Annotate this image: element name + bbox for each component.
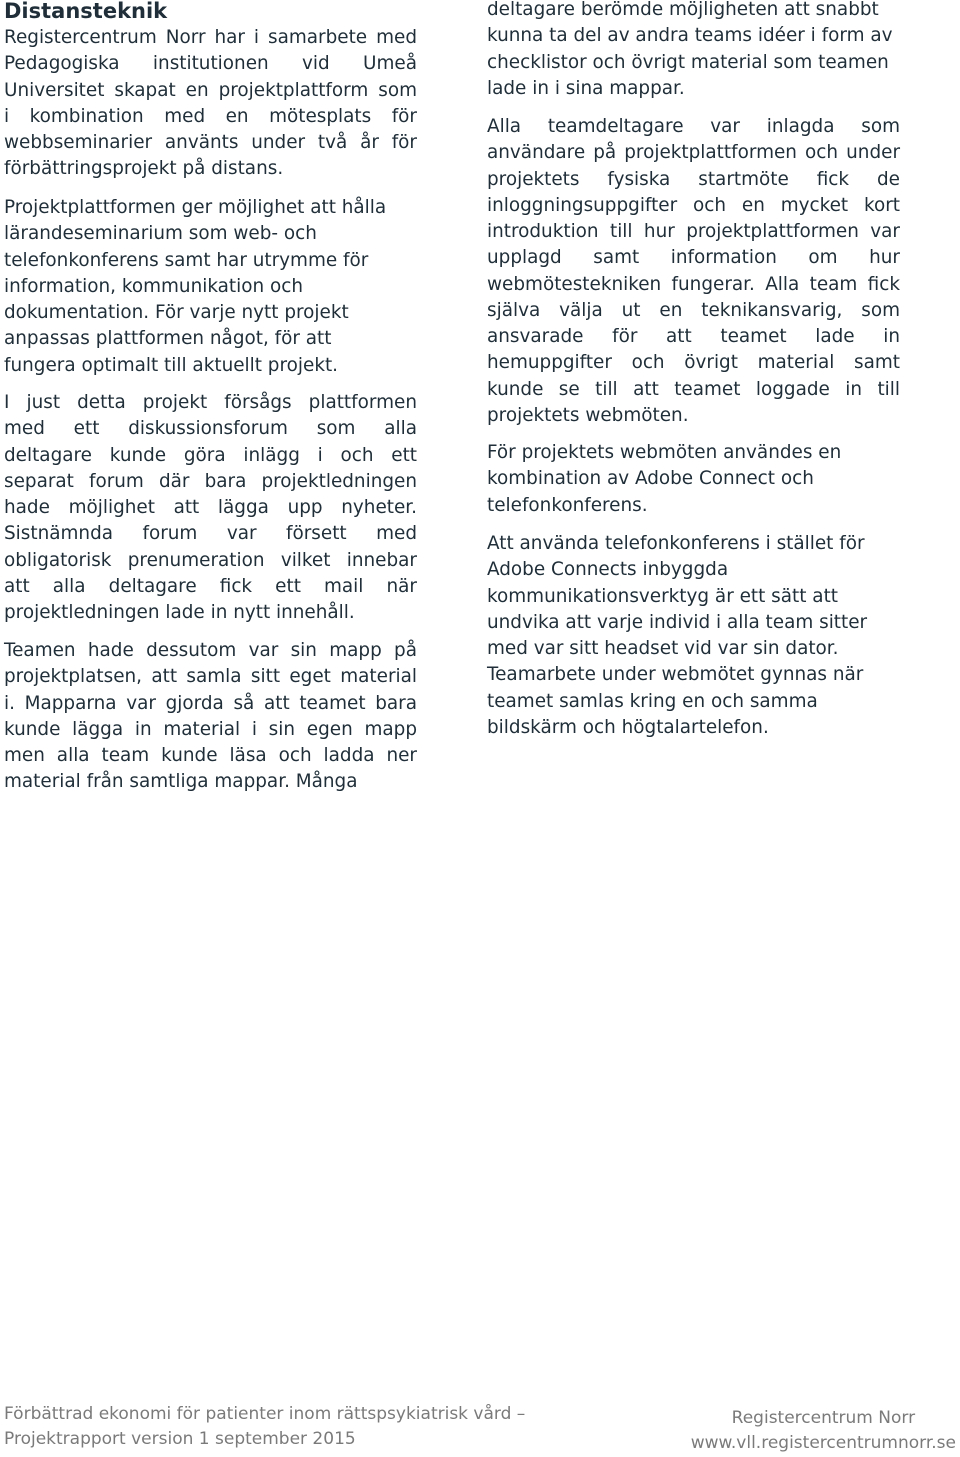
text-line: Sistnämnda forum var försett med — [4, 523, 417, 545]
text-line: Att använda telefonkonferens i stället för — [487, 533, 865, 554]
text-line: dokumentation. För varje nytt projekt — [4, 302, 349, 323]
text-line: lade in i sina mappar. — [487, 77, 685, 99]
footer-version-line: Projektrapport version 1 september 2015 — [4, 1428, 356, 1449]
text-line: undvika att varje individ i alla team sitter — [487, 611, 868, 633]
text-line: projektledningen lade in nytt innehåll. — [4, 602, 355, 623]
text-line: Teamarbete under webmötet gynnas när — [487, 664, 864, 686]
text-line: projektplatsen, att samla sitt eget material — [4, 666, 417, 688]
paragraph-webmeetings — [487, 440, 900, 519]
text-line: telefonkonferens. — [487, 494, 648, 516]
text-line: hade möjlighet att lägga upp nyheter. — [4, 497, 417, 518]
text-line: Projektplattformen ger möjlighet att hålla — [4, 197, 387, 218]
text-line: deltagare berömde möjligheten att snabbt — [487, 0, 879, 20]
text-line: i kombination med en mötesplats för — [4, 105, 417, 127]
text-line: anpassas plattformen något, för att — [4, 328, 332, 350]
text-line: i. Mapparna var gjorda så att teamet bara — [4, 692, 417, 714]
footer-title-line: Förbättrad ekonomi för patienter inom rättspsykiatrisk vård – — [4, 1404, 526, 1424]
text-line: kunna ta del av andra teams idéer i form av — [487, 25, 893, 47]
paragraph-folders-cont — [487, 0, 900, 102]
paragraph-intro — [4, 25, 417, 183]
text-line: introduktion till hur projektplattformen var — [487, 221, 900, 242]
text-line: förbättringsprojekt på distans. — [4, 158, 284, 180]
text-line: checklistor och övrigt material som teamen — [487, 51, 889, 73]
text-line: hemuppgifter och övrigt material samt — [487, 352, 900, 374]
text-line: kombination av Adobe Connect och — [487, 468, 814, 490]
footer-report-title — [4, 1402, 525, 1451]
paragraph-folders — [4, 638, 417, 796]
text-line: fungera optimalt till aktuellt projekt. — [4, 354, 339, 376]
text-line: material från samtliga mappar. Många — [4, 771, 358, 793]
text-line: att alla deltagare fick ett mail när — [4, 575, 417, 597]
text-line: separat forum där bara projektledningen — [4, 470, 417, 492]
text-line: telefonkonferens samt har utrymme för — [4, 249, 369, 271]
footer-org-name: Registercentrum Norr — [731, 1408, 916, 1428]
text-line: kommunikationsverktyg är ett sätt att — [487, 585, 838, 607]
footer-organization — [691, 1406, 956, 1455]
text-line: Pedagogiska institutionen vid Umeå — [4, 53, 417, 75]
text-line: Registercentrum Norr har i samarbete med — [4, 27, 417, 48]
text-line: deltagare kunde göra inlägg i och ett — [4, 444, 417, 466]
text-line: webbseminarier använts under två år för — [4, 132, 417, 153]
text-line: ansvarade för att teamet lade in — [487, 326, 900, 347]
paragraph-forum — [4, 390, 417, 626]
section-heading: Distansteknik — [4, 0, 168, 23]
text-line: upplagd samt information om hur — [487, 247, 900, 269]
text-line: användare på projektplattformen och under — [487, 142, 900, 164]
text-line: projektets webmöten. — [487, 404, 689, 426]
text-line: webmötestekniken fungerar. Alla team fick — [487, 273, 900, 295]
text-line: lärandeseminarium som web- och — [4, 223, 317, 245]
text-line: projektets fysiska startmöte fick de — [487, 168, 900, 190]
text-line: Alla teamdeltagare var inlagda som — [487, 116, 900, 137]
text-line: kunde se till att teamet loggade in till — [487, 378, 900, 400]
footer-website-link[interactable]: www.vll.registercentrumnorr.se — [690, 1432, 956, 1453]
text-line: själva välja ut en teknikansvarig, som — [487, 299, 900, 321]
text-line: men alla team kunde läsa och ladda ner — [4, 745, 417, 766]
text-line: kunde lägga in material i sin egen mapp — [4, 718, 417, 740]
text-line: information, kommunikation och — [4, 275, 304, 297]
text-line: obligatorisk prenumeration vilket innebar — [4, 549, 417, 571]
text-line: I just detta projekt försågs plattformen — [4, 392, 417, 413]
paragraph-platform — [4, 195, 417, 379]
text-line: inloggningsuppgifter och en mycket kort — [487, 194, 900, 216]
text-line: Adobe Connects inbyggda — [487, 559, 729, 581]
text-line: För projektets webmöten användes en — [487, 442, 842, 463]
paragraph-users — [487, 114, 900, 429]
text-line: teamet samlas kring en och samma — [487, 690, 818, 712]
text-line: Teamen hade dessutom var sin mapp på — [4, 640, 417, 661]
text-line: med ett diskussionsforum som alla — [4, 418, 417, 440]
paragraph-phone — [487, 531, 900, 741]
text-line: med var sitt headset vid var sin dator. — [487, 638, 839, 659]
text-line: Universitet skapat en projektplattform som — [4, 79, 417, 101]
text-line: bildskärm och högtalartelefon. — [487, 716, 769, 738]
